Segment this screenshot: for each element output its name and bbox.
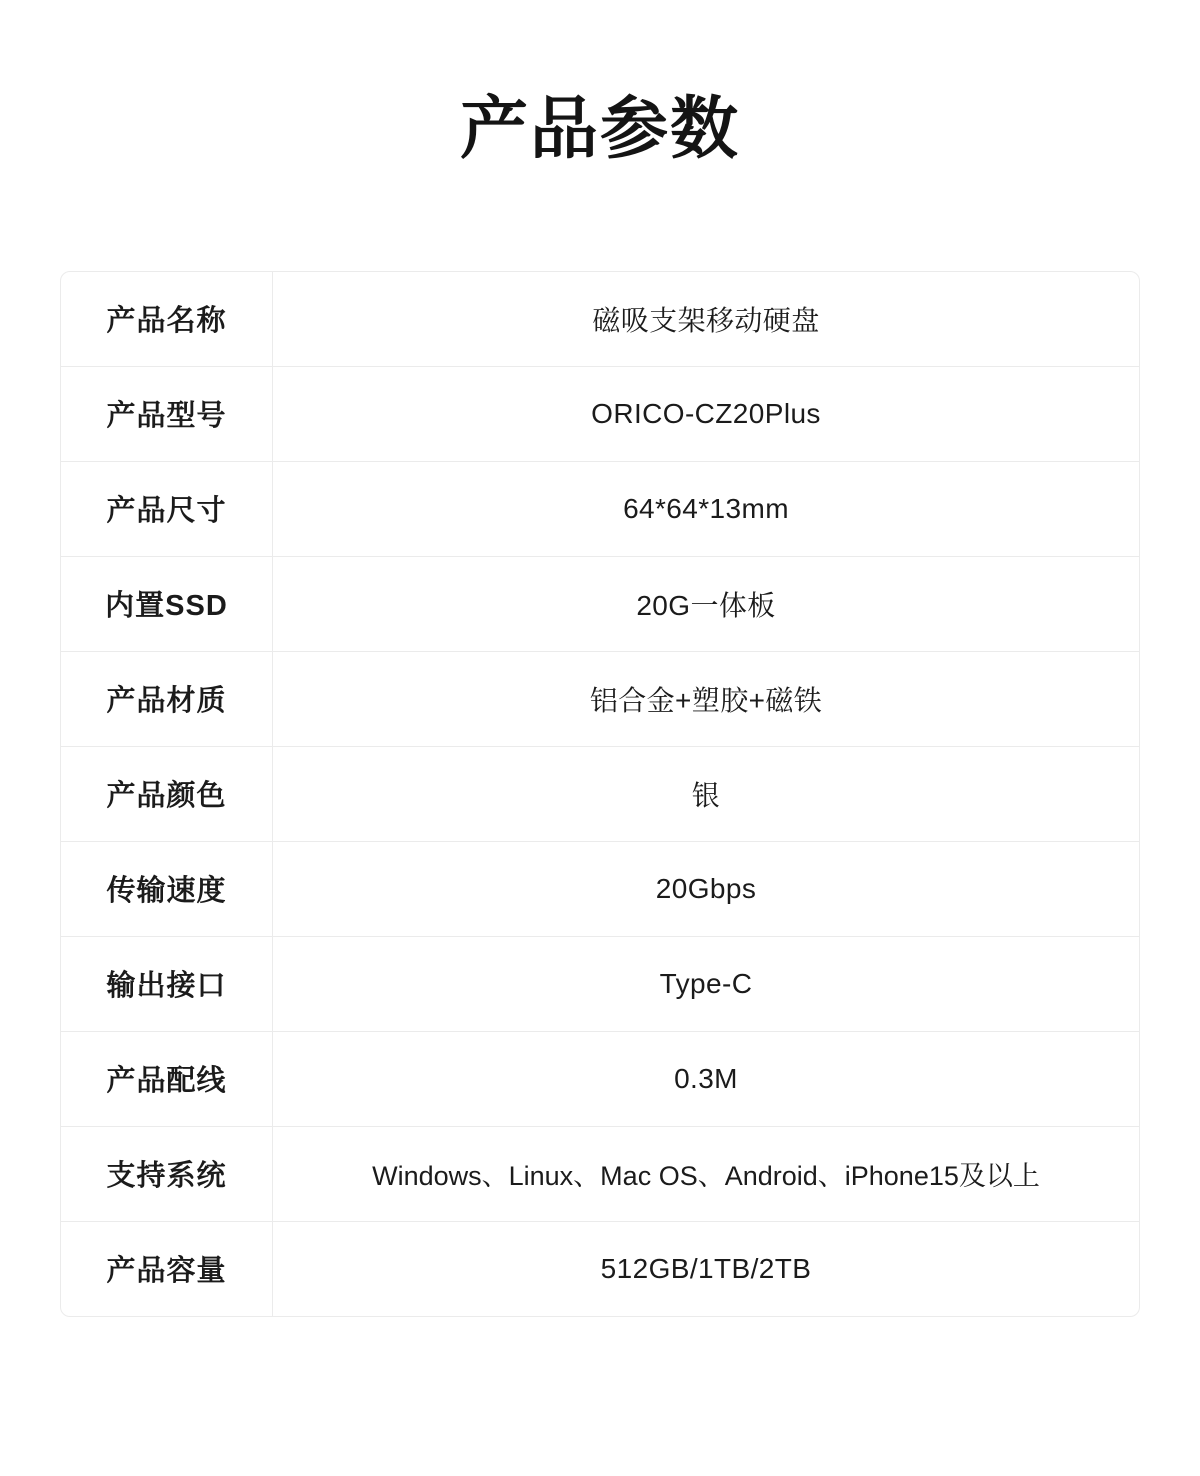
spec-value-product-name: 磁吸支架移动硬盘 (592, 304, 820, 336)
page-title: 产品参数 (459, 91, 740, 167)
spec-table (60, 271, 1140, 1317)
table-row (61, 652, 1139, 747)
table-row (61, 1222, 1139, 1316)
spec-value-dimensions: 64*64*13mm (623, 492, 789, 524)
spec-label-material: 产品材质 (61, 652, 273, 746)
spec-value-capacity: 512GB/1TB/2TB (600, 1252, 812, 1284)
spec-label-dimensions: 产品尺寸 (61, 462, 273, 556)
spec-value-builtin-ssd: 20G一体板 (636, 589, 776, 621)
spec-value-material: 铝合金+塑胶+磁铁 (589, 684, 823, 716)
spec-value-model: ORICO-CZ20Plus (591, 397, 821, 429)
spec-label-supported-systems: 支持系统 (61, 1127, 273, 1221)
table-row (61, 842, 1139, 937)
spec-value-output-port: Type-C (659, 967, 753, 999)
table-row (61, 557, 1139, 652)
spec-value-color: 银 (691, 779, 721, 811)
spec-label-capacity: 产品容量 (61, 1222, 273, 1316)
table-row (61, 367, 1139, 462)
table-row (61, 1032, 1139, 1127)
spec-label-transfer-speed: 传输速度 (61, 842, 273, 936)
spec-value-cable: 0.3M (674, 1062, 738, 1094)
table-row (61, 462, 1139, 557)
spec-label-product-name: 产品名称 (61, 272, 273, 366)
table-row (61, 272, 1139, 367)
spec-label-color: 产品颜色 (61, 747, 273, 841)
spec-label-model: 产品型号 (61, 367, 273, 461)
spec-label-cable: 产品配线 (61, 1032, 273, 1126)
table-row (61, 937, 1139, 1032)
spec-value-supported-systems: Windows、Linux、Mac OS、Android、iPhone15及以上 (372, 1161, 1040, 1192)
table-row (61, 747, 1139, 842)
spec-label-builtin-ssd: 内置SSD (61, 557, 273, 651)
spec-value-transfer-speed: 20Gbps (655, 872, 757, 904)
table-row (61, 1127, 1139, 1222)
spec-label-output-port: 输出接口 (61, 937, 273, 1031)
